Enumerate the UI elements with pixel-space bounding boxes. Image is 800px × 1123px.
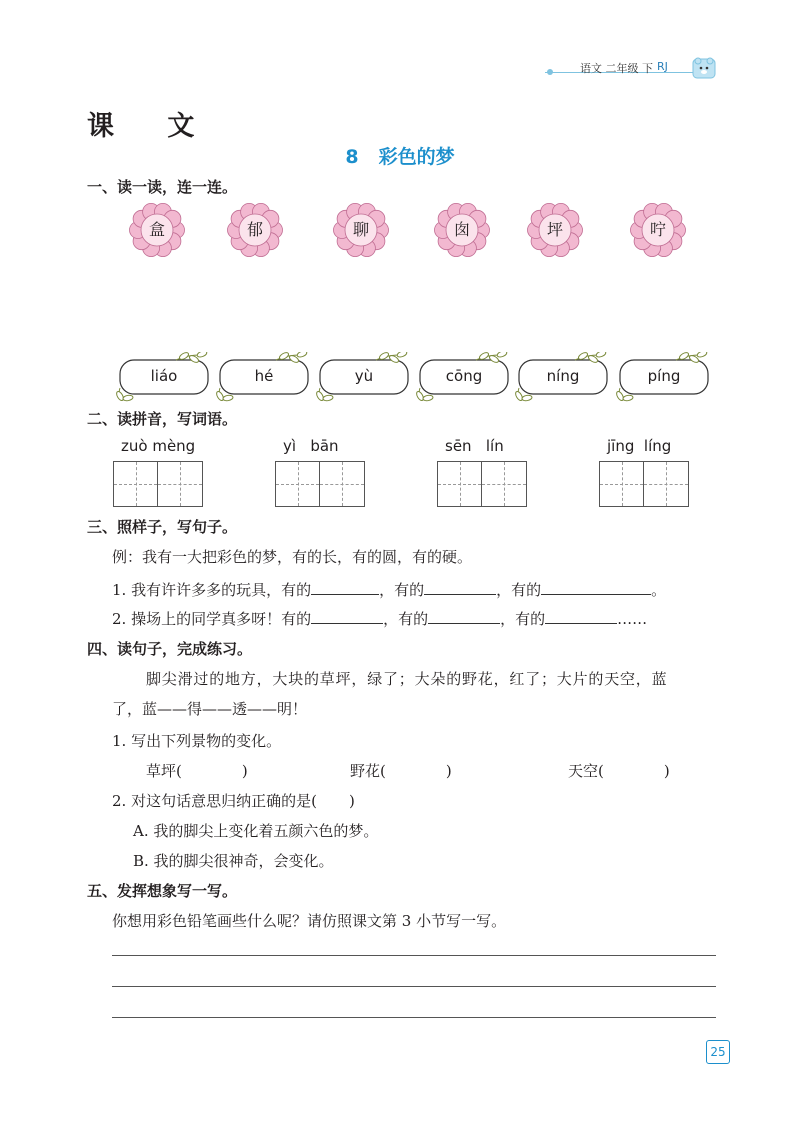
q4-sub-1: 1. 写出下列景物的变化。 xyxy=(112,732,282,750)
q4-sub-2-text: 2. 对这句话意思归纳正确的是( xyxy=(112,792,317,810)
lesson-name: 彩色的梦 xyxy=(378,146,455,168)
word-pinyin-2: yì bān xyxy=(283,437,339,455)
scenery-close: ) xyxy=(663,762,670,780)
q4-option-a: A. 我的脚尖上变化着五颜六色的梦。 xyxy=(133,822,379,840)
pinyin-pill-label: yù xyxy=(354,367,374,385)
pinyin-pill-5[interactable] xyxy=(519,360,607,394)
q3-item-1-mid-2: ，有的 xyxy=(496,581,542,599)
grid-cell[interactable] xyxy=(276,462,320,506)
q3-item-2-end: …… xyxy=(617,610,648,628)
scenery-item-2 xyxy=(350,760,452,781)
pinyin-pill-label: píng xyxy=(647,367,681,385)
q3-item-1 xyxy=(112,578,666,600)
q3-item-2-blank-1[interactable] xyxy=(311,607,383,624)
pinyin-pill-label: níng xyxy=(546,367,580,385)
word-pinyin-1: zuò mèng xyxy=(121,437,196,455)
q3-item-1-blank-3[interactable] xyxy=(541,578,651,595)
q5-prompt: 你想用彩色铅笔画些什么呢？请仿照课文第 3 小节写一写。 xyxy=(112,912,507,930)
q4-sub-2 xyxy=(112,790,355,811)
word-grid-1[interactable] xyxy=(113,461,203,507)
flower-character-3[interactable] xyxy=(333,202,389,258)
word-grid-2[interactable] xyxy=(275,461,365,507)
header-edition: RJ xyxy=(657,60,668,73)
writing-line-3[interactable] xyxy=(112,1017,716,1018)
q3-item-2 xyxy=(112,607,647,629)
q3-item-1-blank-2[interactable] xyxy=(424,578,496,595)
lesson-title xyxy=(0,142,800,169)
scenery-label: 草坪( xyxy=(146,762,182,780)
q4-passage-line-1: 脚尖滑过的地方，大块的草坪，绿了；大朵的野花，红了；大片的天空，蓝 xyxy=(146,670,668,688)
grid-cell[interactable] xyxy=(114,462,158,506)
bear-mascot-icon xyxy=(692,56,716,80)
pinyin-pill-3[interactable] xyxy=(320,360,408,394)
grid-cell[interactable] xyxy=(600,462,644,506)
flower-character-label: 郁 xyxy=(246,220,263,239)
scenery-label: 天空( xyxy=(568,762,604,780)
flower-character-label: 聊 xyxy=(352,220,369,239)
question-3-title: 三、照样子，写句子。 xyxy=(87,518,238,536)
flower-character-label: 囱 xyxy=(453,220,470,239)
word-pinyin-3: sēn lín xyxy=(445,437,504,455)
lesson-number: 8 xyxy=(345,146,359,168)
flower-character-1[interactable] xyxy=(129,202,185,258)
flower-character-5[interactable] xyxy=(527,202,583,258)
grid-cell[interactable] xyxy=(482,462,526,506)
grid-cell[interactable] xyxy=(158,462,202,506)
page-number: 25 xyxy=(706,1040,730,1064)
q3-item-1-blank-1[interactable] xyxy=(311,578,379,595)
flower-character-4[interactable] xyxy=(434,202,490,258)
q3-item-1-end: 。 xyxy=(651,581,667,599)
question-5-title: 五、发挥想象写一写。 xyxy=(87,882,238,900)
grid-cell[interactable] xyxy=(438,462,482,506)
q3-item-2-mid-1: ，有的 xyxy=(383,610,429,628)
question-2-title: 二、读拼音，写词语。 xyxy=(87,410,238,428)
pinyin-pill-2[interactable] xyxy=(220,360,308,394)
header-subject: 语文 二年级 下 xyxy=(580,62,653,75)
flower-character-2[interactable] xyxy=(227,202,283,258)
q3-example: 例：我有一大把彩色的梦，有的长，有的圆，有的硬。 xyxy=(112,548,473,566)
pinyin-pill-4[interactable] xyxy=(420,360,508,394)
pinyin-pill-6[interactable] xyxy=(620,360,708,394)
flower-character-6[interactable] xyxy=(630,202,686,258)
q3-item-1-prefix: 1. 我有许许多多的玩具，有的 xyxy=(112,581,312,599)
grid-cell[interactable] xyxy=(644,462,688,506)
word-grid-4[interactable] xyxy=(599,461,689,507)
q3-item-1-mid-1: ，有的 xyxy=(379,581,425,599)
pinyin-pill-1[interactable] xyxy=(120,360,208,394)
flower-character-label: 坪 xyxy=(546,220,563,239)
section-title: 课 文 xyxy=(87,111,217,142)
scenery-label: 野花( xyxy=(350,762,386,780)
scenery-close: ) xyxy=(445,762,452,780)
scenery-item-1 xyxy=(146,760,248,781)
pinyin-pill-label: liáo xyxy=(150,367,178,385)
q3-item-2-blank-2[interactable] xyxy=(428,607,500,624)
writing-line-1[interactable] xyxy=(112,955,716,956)
flower-character-label: 咛 xyxy=(649,220,666,239)
scenery-item-3 xyxy=(568,760,670,781)
q3-item-2-mid-2: ，有的 xyxy=(500,610,546,628)
scenery-close: ) xyxy=(241,762,248,780)
question-1-title: 一、读一读，连一连。 xyxy=(87,178,238,196)
q4-sub-2-close: ) xyxy=(348,792,355,810)
flower-character-label: 盒 xyxy=(148,220,165,239)
word-grid-3[interactable] xyxy=(437,461,527,507)
grid-cell[interactable] xyxy=(320,462,364,506)
q4-option-b: B. 我的脚尖很神奇，会变化。 xyxy=(133,852,334,870)
q4-passage-line-2: 了，蓝——得——透——明！ xyxy=(112,700,308,718)
pinyin-pill-label: cōng xyxy=(445,367,483,385)
question-4-title: 四、读句子，完成练习。 xyxy=(87,640,253,658)
pinyin-pill-label: hé xyxy=(254,367,274,385)
writing-line-2[interactable] xyxy=(112,986,716,987)
word-pinyin-4: jīng líng xyxy=(607,437,672,455)
q3-item-2-prefix: 2. 操场上的同学真多呀！有的 xyxy=(112,610,312,628)
q3-item-2-blank-3[interactable] xyxy=(545,607,617,624)
